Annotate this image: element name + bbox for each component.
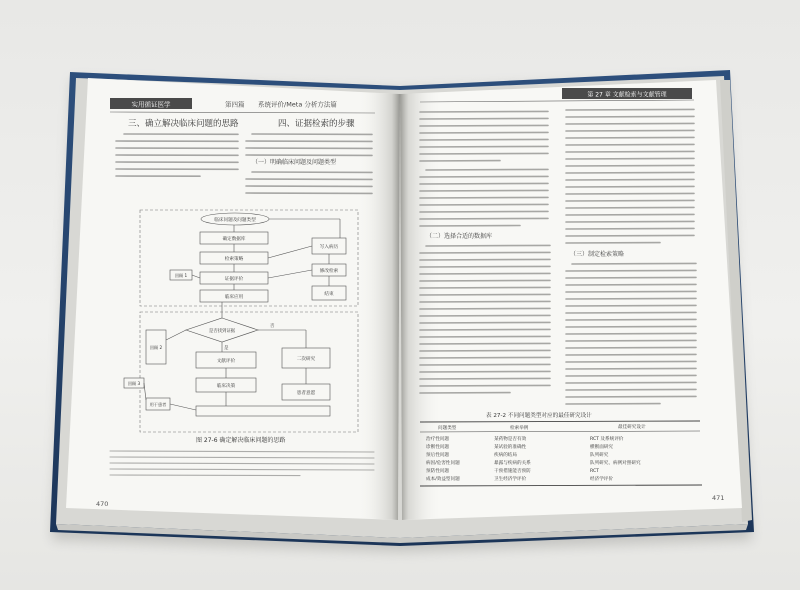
left-figure-caption: 图 27-6 确定解决临床问题的思路 bbox=[196, 437, 286, 444]
svg-text:横断面研究: 横断面研究 bbox=[590, 445, 613, 450]
flow-box-database-label: 确定数据库 bbox=[222, 237, 246, 242]
left-header-band-text: 实用循证医学 bbox=[131, 100, 171, 109]
svg-text:RCT 及系统评价: RCT 及系统评价 bbox=[590, 437, 624, 442]
flow-label-no: 否 bbox=[270, 324, 275, 329]
svg-text:预后性问题: 预后性问题 bbox=[426, 453, 449, 458]
svg-text:RCT: RCT bbox=[590, 469, 599, 474]
right-subheading-3: （三）制定检索策略 bbox=[570, 251, 625, 258]
flow-box-literature-appraisal-label: 文献评价 bbox=[216, 359, 236, 364]
left-header-part: 第四篇 bbox=[225, 100, 245, 109]
right-column-heading: 四、证据检索的步骤 bbox=[278, 119, 355, 129]
right-header-band-text: 第 27 章 文献检索与文献管理 bbox=[587, 91, 667, 99]
flow-box-record-label: 写入病历 bbox=[319, 245, 339, 250]
flow-box-strategy-label: 检索策略 bbox=[224, 257, 244, 262]
svg-text:成本/效益型问题: 成本/效益型问题 bbox=[426, 477, 460, 482]
flow-box-end-label: 结束 bbox=[324, 292, 334, 297]
svg-text:疾病的结局: 疾病的结局 bbox=[494, 453, 517, 458]
gutter-shadow-left bbox=[358, 92, 400, 520]
svg-text:诊断性问题: 诊断性问题 bbox=[426, 445, 449, 450]
right-table-caption: 表 27-2 不同问题类型对应的最佳研究设计 bbox=[486, 413, 592, 419]
flow-box-review-1-label: 回顾 1 bbox=[174, 273, 188, 278]
flow-box-review-3-label: 回顾 3 bbox=[127, 381, 141, 386]
svg-text:卫生经济学评价: 卫生经济学评价 bbox=[494, 477, 527, 482]
svg-text:队列研究: 队列研究 bbox=[590, 453, 609, 458]
flow-box-apply-patient-label: 用于患者 bbox=[149, 402, 167, 407]
flow-bottom-bar bbox=[196, 406, 330, 416]
svg-text:经济学评价: 经济学评价 bbox=[590, 477, 613, 482]
flow-box-appraisal-label: 证据评价 bbox=[224, 277, 244, 282]
flow-box-secondary-study-label: 二次研究 bbox=[296, 357, 316, 362]
svg-text:队列研究、病例对照研究: 队列研究、病例对照研究 bbox=[590, 461, 641, 466]
right-page bbox=[400, 80, 742, 520]
right-subheading-2: （二）选择合适的数据库 bbox=[426, 233, 493, 240]
right-page-number: 471 bbox=[712, 494, 725, 502]
svg-text:治疗性问题: 治疗性问题 bbox=[426, 437, 449, 442]
svg-text:病因/危害性问题: 病因/危害性问题 bbox=[426, 461, 460, 466]
flow-box-revise-label: 修改检索 bbox=[319, 269, 339, 274]
flow-box-review-2-label: 回顾 2 bbox=[149, 345, 163, 350]
table-header-example: 检索举例 bbox=[510, 426, 529, 431]
flow-label-yes: 是 bbox=[224, 346, 229, 351]
flow-box-patient-preference-label: 患者意愿 bbox=[296, 391, 316, 396]
left-page-number: 470 bbox=[96, 500, 109, 508]
svg-text:干预措施能否预防: 干预措施能否预防 bbox=[494, 469, 531, 474]
svg-text:某试验的准确性: 某试验的准确性 bbox=[494, 445, 527, 450]
left-subheading-1: （一）明确临床问题及问题类型 bbox=[252, 159, 337, 166]
table-header-type: 问题类型 bbox=[438, 426, 457, 431]
left-section-heading: 三、确立解决临床问题的思路 bbox=[128, 119, 239, 129]
flow-box-application-label: 临床应用 bbox=[224, 295, 244, 300]
svg-text:暴露与疾病的关系: 暴露与疾病的关系 bbox=[494, 461, 531, 466]
table-header-design: 最佳研究设计 bbox=[618, 425, 646, 430]
svg-text:某药物是否有效: 某药物是否有效 bbox=[494, 437, 527, 442]
flow-start-label: 临床问题及问题类型 bbox=[214, 218, 256, 223]
flow-decision-evidence-label: 是否找到证据 bbox=[208, 329, 236, 334]
left-header-title: 系统评价/Meta 分析方法篇 bbox=[258, 100, 337, 109]
svg-text:预防性问题: 预防性问题 bbox=[426, 469, 449, 474]
flow-box-decision-label: 临床决策 bbox=[216, 384, 236, 389]
